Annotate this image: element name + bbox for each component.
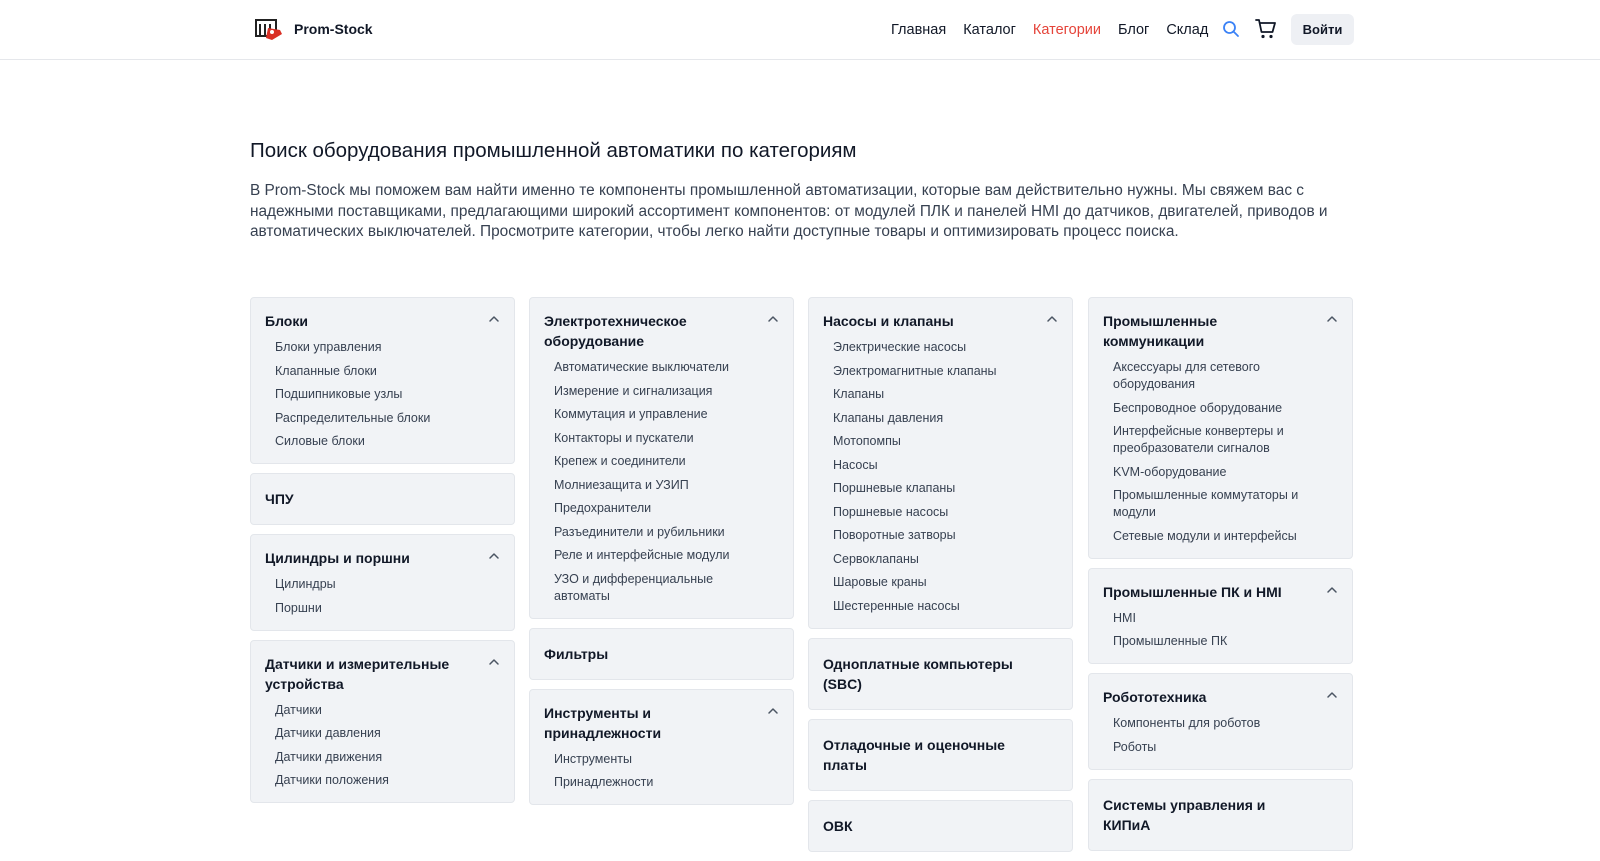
subcategory-link[interactable]: Электромагнитные клапаны	[833, 363, 997, 378]
subcategory-link[interactable]: Поворотные затворы	[833, 528, 956, 542]
category-title[interactable]: Фильтры	[544, 645, 609, 662]
category-header[interactable]	[544, 703, 779, 743]
subcategory-link[interactable]: Измерение и сигнализация	[554, 383, 713, 398]
chevron-up-icon[interactable]	[1326, 689, 1338, 701]
category-header[interactable]	[265, 548, 500, 568]
category-title[interactable]: Промышленные коммуникации	[1103, 313, 1218, 349]
subcategory-list	[265, 702, 500, 790]
subcategory-link[interactable]: Клапанные блоки	[275, 363, 377, 378]
intro-text: В Prom-Stock мы поможем вам найти именно те компоненты промышленной автоматизации, которые вам действительно нужны. Мы свяжем вас с надежными поставщиками, предлагающими широкий ассортимент компонентов: от модулей ПЛК и панелей HMI до датчиков, двигателей, приводов и автоматических выключателей. Просмотрите категории, чтобы легко найти доступные товары и оптимизировать процесс поиска.	[250, 182, 1328, 240]
nav-categories[interactable]: Категории	[1032, 21, 1101, 38]
category-column-1	[250, 297, 515, 812]
category-title[interactable]: ЧПУ	[265, 491, 294, 507]
subcategory-link[interactable]: Поршневые насосы	[833, 504, 949, 519]
subcategory-link[interactable]: Промышленные ПК	[1113, 634, 1228, 648]
nav-home[interactable]: Главная	[891, 21, 947, 38]
category-column-4	[1088, 297, 1353, 860]
subcategory-link[interactable]: Электрические насосы	[833, 340, 967, 354]
subcategory-link[interactable]: Подшипниковые узлы	[275, 387, 403, 401]
category-header[interactable]	[544, 644, 779, 664]
category-header[interactable]	[265, 311, 500, 331]
category-header[interactable]	[823, 311, 1058, 331]
category-title[interactable]: Блоки	[265, 313, 308, 329]
subcategory-link[interactable]: Датчики движения	[275, 749, 383, 764]
subcategory-link[interactable]: Промышленные коммутаторы и модули	[1113, 488, 1299, 519]
cart-icon	[1255, 18, 1277, 40]
category-header[interactable]	[1103, 582, 1338, 602]
chevron-up-icon[interactable]	[1046, 313, 1058, 325]
subcategory-link[interactable]: Аксессуары для сетевого оборудования	[1113, 360, 1260, 391]
subcategory-list	[265, 576, 500, 617]
category-card	[250, 640, 515, 804]
subcategory-link[interactable]: Молниезащита и УЗИП	[554, 477, 689, 492]
category-title[interactable]: Системы управления и КИПиА	[1103, 796, 1266, 833]
site-header	[0, 0, 1600, 60]
subcategory-list	[265, 339, 500, 450]
subcategory-link[interactable]: УЗО и дифференциальные автоматы	[554, 571, 714, 603]
search-button[interactable]	[1220, 18, 1242, 40]
login-button[interactable]: Войти	[1291, 14, 1354, 45]
subcategory-link[interactable]: Мотопомпы	[833, 434, 901, 448]
chevron-up-icon[interactable]	[488, 656, 500, 668]
subcategory-link[interactable]: Клапаны	[833, 387, 885, 401]
category-card	[1088, 568, 1353, 665]
subcategory-link[interactable]: Контакторы и пускатели	[554, 430, 694, 445]
subcategory-link[interactable]: Насосы	[833, 457, 878, 472]
subcategory-link[interactable]: Разъединители и рубильники	[554, 524, 725, 539]
category-title[interactable]: Электротехническое оборудование	[544, 313, 687, 349]
subcategory-link[interactable]: Датчики	[275, 702, 322, 717]
category-header[interactable]	[544, 311, 779, 351]
subcategory-link[interactable]: Силовые блоки	[275, 434, 365, 448]
chevron-up-icon[interactable]	[488, 550, 500, 562]
logo-icon	[254, 16, 284, 42]
category-card	[1088, 673, 1353, 770]
search-icon	[1222, 20, 1240, 38]
subcategory-link[interactable]: Шаровые краны	[833, 575, 927, 589]
subcategory-link[interactable]: Реле и интерфейсные модули	[554, 548, 730, 562]
nav-warehouse[interactable]: Склад	[1166, 21, 1209, 38]
category-header[interactable]	[1103, 795, 1338, 835]
chevron-up-icon[interactable]	[767, 705, 779, 717]
page-title: Поиск оборудования промышленной автоматики по категориям	[250, 139, 857, 162]
category-card	[808, 297, 1073, 629]
subcategory-list	[1103, 715, 1338, 756]
subcategory-link[interactable]: Беспроводное оборудование	[1113, 400, 1283, 415]
category-title[interactable]: ОВК	[823, 817, 853, 834]
subcategory-link[interactable]: Крепеж и соединители	[554, 454, 686, 468]
subcategory-list	[544, 751, 779, 792]
subcategory-link[interactable]: Коммутация и управление	[554, 407, 708, 421]
category-card	[1088, 779, 1353, 851]
chevron-up-icon[interactable]	[1326, 313, 1338, 325]
subcategory-link[interactable]: Шестеренные насосы	[833, 598, 960, 613]
category-header[interactable]	[823, 816, 1058, 836]
category-card	[1088, 297, 1353, 559]
category-title[interactable]: Инструменты и принадлежности	[544, 704, 662, 741]
category-header[interactable]	[823, 735, 1058, 775]
subcategory-link[interactable]: Предохранители	[554, 501, 652, 515]
subcategory-link[interactable]: Компоненты для роботов	[1113, 716, 1261, 730]
subcategory-link[interactable]: Принадлежности	[554, 775, 654, 789]
chevron-up-icon[interactable]	[767, 313, 779, 325]
category-card	[529, 689, 794, 806]
category-header[interactable]	[265, 489, 500, 509]
category-header[interactable]	[1103, 311, 1338, 351]
category-title[interactable]: Насосы и клапаны	[823, 313, 954, 329]
category-card	[250, 297, 515, 464]
subcategory-link[interactable]: Распределительные блоки	[275, 410, 431, 425]
subcategory-link[interactable]: Клапаны давления	[833, 410, 944, 425]
nav-blog[interactable]: Блог	[1117, 21, 1150, 38]
subcategory-link[interactable]: Сервоклапаны	[833, 551, 919, 566]
category-card	[808, 800, 1073, 852]
subcategory-link[interactable]: Цилиндры	[275, 577, 336, 591]
subcategory-link[interactable]: Сетевые модули и интерфейсы	[1113, 528, 1297, 543]
subcategory-link[interactable]: Интерфейсные конвертеры и преобразователи сигналов	[1113, 424, 1284, 455]
brand-name: Prom-Stock	[294, 21, 373, 37]
subcategory-list	[544, 359, 779, 605]
category-title[interactable]: Одноплатные компьютеры (SBC)	[823, 655, 1013, 692]
subcategory-link[interactable]: Поршневые клапаны	[833, 481, 956, 495]
nav-catalog[interactable]: Каталог	[963, 21, 1016, 38]
category-card	[250, 534, 515, 631]
chevron-up-icon[interactable]	[488, 313, 500, 325]
main-nav	[891, 0, 1225, 59]
subcategory-link[interactable]: Поршни	[275, 600, 322, 615]
subcategory-link[interactable]: KVM-оборудование	[1113, 464, 1227, 479]
category-column-3	[808, 297, 1073, 861]
category-title[interactable]: Промышленные ПК и HMI	[1103, 583, 1282, 600]
category-card	[250, 473, 515, 525]
subcategory-list	[1103, 610, 1338, 651]
category-card	[808, 638, 1073, 710]
subcategory-link[interactable]: Датчики положения	[275, 773, 389, 787]
logo[interactable]	[254, 16, 373, 42]
subcategory-list	[823, 339, 1058, 615]
chevron-up-icon[interactable]	[1326, 584, 1338, 596]
subcategory-link[interactable]: Автоматические выключатели	[554, 360, 730, 374]
category-title[interactable]: Робототехника	[1103, 689, 1207, 705]
subcategory-link[interactable]: Роботы	[1113, 739, 1157, 754]
subcategory-list	[1103, 359, 1338, 545]
category-card	[529, 297, 794, 619]
category-title[interactable]: Отладочные и оценочные платы	[823, 736, 1005, 773]
category-header[interactable]	[823, 654, 1058, 694]
category-card	[808, 719, 1073, 791]
category-card	[529, 628, 794, 680]
category-column-2	[529, 297, 794, 814]
cart-button[interactable]	[1254, 17, 1278, 41]
subcategory-link[interactable]: Блоки управления	[275, 340, 382, 354]
category-header[interactable]	[265, 654, 500, 694]
category-title[interactable]: Датчики и измерительные устройства	[265, 655, 450, 692]
subcategory-link[interactable]: Инструменты	[554, 751, 632, 766]
subcategory-link[interactable]: HMI	[1113, 610, 1136, 625]
subcategory-link[interactable]: Датчики давления	[275, 726, 381, 740]
category-title[interactable]: Цилиндры и поршни	[265, 550, 410, 566]
category-header[interactable]	[1103, 687, 1338, 707]
